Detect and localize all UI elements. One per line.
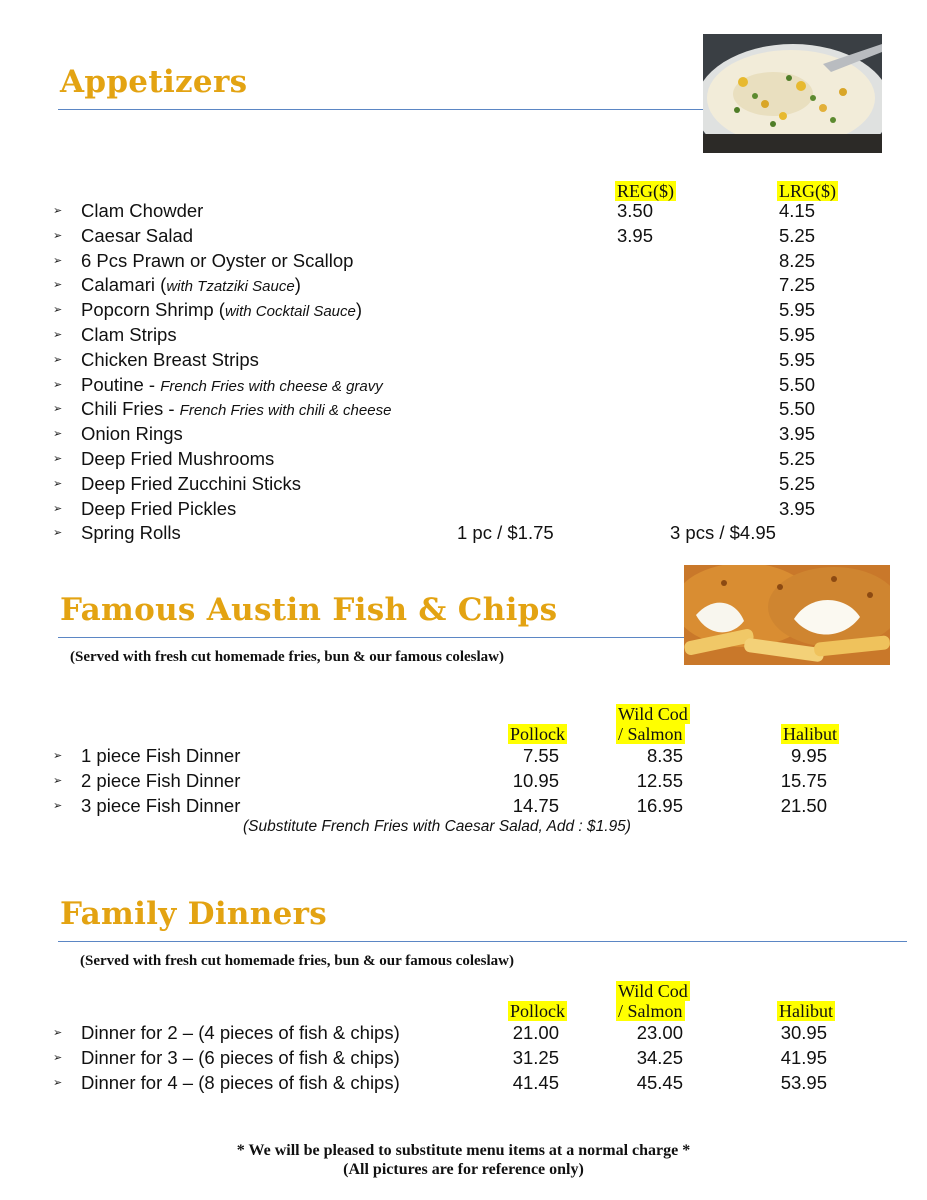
item-name: [81, 497, 236, 521]
family-dinners-divider: [58, 941, 907, 942]
fish-wild-cod-header: Wild Cod: [618, 704, 688, 724]
arrowhead-bullet-icon: ➢: [53, 279, 63, 292]
spring-rolls-one-price: 1 pc / $1.75: [457, 522, 554, 543]
family-served-note: (Served with fresh cut homemade fries, bun & our famous coleslaw): [80, 953, 514, 969]
lrg-price: 8.25: [779, 249, 816, 271]
lrg-price: 5.25: [779, 472, 816, 494]
list-item: [0, 422, 927, 446]
item-note-close: ): [294, 274, 301, 296]
item-name: 1 piece Fish Dinner: [81, 745, 241, 766]
pollock-price: 31.25: [512, 1046, 559, 1068]
cod-salmon-price: 8.35: [646, 745, 683, 766]
arrowhead-bullet-icon: ➢: [53, 229, 63, 242]
family-wild-cod-header: Wild Cod: [618, 981, 688, 1001]
item-name-text: Chili Fries -: [81, 398, 180, 420]
item-name: [81, 422, 183, 446]
item-name-text: Calamari (: [81, 274, 167, 296]
lrg-column-header: LRG($): [779, 181, 836, 201]
cod-salmon-price: 34.25: [636, 1046, 683, 1068]
item-name-text: Onion Rings: [81, 423, 183, 445]
cod-salmon-price: 12.55: [636, 769, 683, 791]
table-row: [0, 769, 927, 793]
item-name-text: Deep Fried Pickles: [81, 497, 237, 519]
item-name-text: Deep Fried Mushrooms: [81, 448, 275, 469]
lrg-price: 5.50: [779, 398, 816, 420]
list-item: [0, 323, 927, 347]
list-item: [0, 348, 927, 372]
family-dinners-title: Family Dinners: [60, 896, 328, 932]
item-name: Spring Rolls: [81, 522, 181, 543]
arrowhead-bullet-icon: ➢: [53, 527, 63, 539]
arrowhead-bullet-icon: ➢: [53, 453, 63, 465]
lrg-price: 7.25: [779, 274, 816, 296]
list-item: [0, 447, 927, 471]
spring-rolls-three-price: 3 pcs / $4.95: [670, 522, 776, 543]
item-note: with Tzatziki Sauce: [166, 278, 295, 296]
family-halibut-header: Halibut: [779, 1001, 833, 1021]
lrg-price: 4.15: [779, 200, 816, 221]
lrg-price: 5.25: [779, 448, 816, 469]
cod-salmon-price: 23.00: [636, 1022, 683, 1043]
reg-price: 3.95: [617, 224, 654, 246]
pollock-price: 10.95: [512, 769, 559, 791]
fish-halibut-header: Halibut: [783, 724, 837, 744]
lrg-price: 5.95: [779, 348, 816, 370]
item-name: [81, 348, 259, 372]
item-name: [81, 373, 383, 399]
item-name: Dinner for 2 – (4 pieces of fish & chips): [81, 1022, 400, 1043]
fish-chips-divider: [58, 637, 684, 638]
appetizers-title: Appetizers: [60, 64, 248, 100]
item-note-close: ): [355, 299, 363, 321]
item-name: Dinner for 3 – (6 pieces of fish & chips): [81, 1046, 400, 1068]
lrg-price: 5.25: [779, 224, 816, 246]
table-row: [0, 794, 927, 818]
reg-price: 3.50: [617, 200, 654, 221]
list-item: [0, 497, 927, 521]
item-name: [81, 273, 301, 299]
arrowhead-bullet-icon: ➢: [53, 774, 63, 787]
arrowhead-bullet-icon: ➢: [53, 254, 63, 267]
table-row: [0, 1046, 927, 1070]
arrowhead-bullet-icon: ➢: [53, 353, 63, 366]
list-item: [0, 224, 927, 248]
item-name: Dinner for 4 – (8 pieces of fish & chips): [81, 1071, 400, 1093]
item-name-text: Popcorn Shrimp (: [81, 299, 225, 321]
family-pollock-header: Pollock: [510, 1001, 566, 1021]
arrowhead-bullet-icon: ➢: [53, 750, 63, 762]
item-name-text: Deep Fried Zucchini Sticks: [81, 472, 302, 494]
lrg-price: 5.95: [779, 299, 816, 321]
item-name-text: Clam Strips: [81, 324, 177, 345]
item-name: [81, 199, 203, 223]
list-item: [0, 397, 927, 421]
arrowhead-bullet-icon: ➢: [53, 329, 63, 341]
cod-salmon-price: 45.45: [636, 1071, 683, 1093]
lrg-price: 5.50: [779, 373, 816, 395]
footer-picture-note: (All pictures are for reference only): [343, 1161, 584, 1178]
item-name: [81, 397, 391, 423]
fish-salmon-header: / Salmon: [618, 724, 683, 744]
halibut-price: 53.95: [780, 1071, 827, 1093]
lrg-price: 5.95: [779, 324, 816, 345]
item-name: [81, 224, 193, 248]
lrg-price: 3.95: [779, 423, 816, 445]
item-name-text: Clam Chowder: [81, 200, 204, 221]
pollock-price: 14.75: [512, 794, 559, 816]
family-salmon-header: / Salmon: [618, 1001, 683, 1021]
pollock-price: 41.45: [512, 1071, 559, 1093]
arrowhead-bullet-icon: ➢: [53, 1051, 63, 1064]
fish-chips-title: Famous Austin Fish & Chips: [60, 592, 558, 628]
fish-and-chips-photo: [684, 565, 890, 665]
arrowhead-bullet-icon: ➢: [53, 428, 63, 441]
table-row: [0, 1021, 927, 1045]
table-row: [0, 1071, 927, 1095]
halibut-price: 30.95: [780, 1022, 827, 1043]
list-item: [0, 199, 927, 223]
list-item: [0, 472, 927, 496]
cod-salmon-price: 16.95: [636, 794, 683, 816]
arrowhead-bullet-icon: ➢: [53, 205, 63, 217]
list-item: [0, 249, 927, 273]
table-row: [0, 744, 927, 768]
halibut-price: 15.75: [780, 769, 827, 791]
list-item-spring-rolls: [0, 521, 927, 545]
list-item: [0, 373, 927, 397]
halibut-price: 41.95: [780, 1046, 827, 1068]
item-name-text: Poutine -: [81, 373, 161, 395]
list-item: [0, 298, 927, 322]
item-name: 3 piece Fish Dinner: [81, 794, 241, 816]
arrowhead-bullet-icon: ➢: [53, 1027, 63, 1039]
appetizers-divider: [58, 109, 704, 110]
clam-chowder-photo: [703, 34, 882, 153]
item-name-text: Caesar Salad: [81, 224, 194, 246]
arrowhead-bullet-icon: ➢: [53, 378, 63, 391]
item-note: French Fries with cheese & gravy: [160, 377, 383, 395]
list-item: [0, 273, 927, 297]
item-name: [81, 472, 301, 496]
item-name: [81, 323, 177, 347]
pollock-price: 7.55: [522, 745, 559, 766]
arrowhead-bullet-icon: ➢: [53, 799, 63, 812]
item-name: [81, 249, 353, 273]
item-name: 2 piece Fish Dinner: [81, 769, 241, 791]
item-name: [81, 298, 362, 324]
substitute-note: (Substitute French Fries with Caesar Salad, Add : $1.95): [243, 818, 631, 835]
item-name-text: 6 Pcs Prawn or Oyster or Scallop: [81, 249, 354, 271]
reg-column-header: REG($): [617, 181, 674, 201]
item-name: [81, 447, 274, 471]
arrowhead-bullet-icon: ➢: [53, 502, 63, 515]
halibut-price: 21.50: [780, 794, 827, 816]
pollock-price: 21.00: [512, 1022, 559, 1043]
arrowhead-bullet-icon: ➢: [53, 304, 63, 317]
item-note: with Cocktail Sauce: [224, 303, 356, 321]
fish-pollock-header: Pollock: [510, 724, 566, 744]
halibut-price: 9.95: [790, 745, 827, 766]
item-name-text: Chicken Breast Strips: [81, 348, 259, 370]
arrowhead-bullet-icon: ➢: [53, 1076, 63, 1089]
footer-substitution-note: * We will be pleased to substitute menu items at a normal charge *: [236, 1142, 691, 1159]
item-note: French Fries with chili & cheese: [179, 402, 392, 420]
fish-chips-served-note: (Served with fresh cut homemade fries, bun & our famous coleslaw): [70, 649, 504, 665]
arrowhead-bullet-icon: ➢: [53, 403, 63, 416]
arrowhead-bullet-icon: ➢: [53, 477, 63, 490]
lrg-price: 3.95: [779, 497, 816, 519]
